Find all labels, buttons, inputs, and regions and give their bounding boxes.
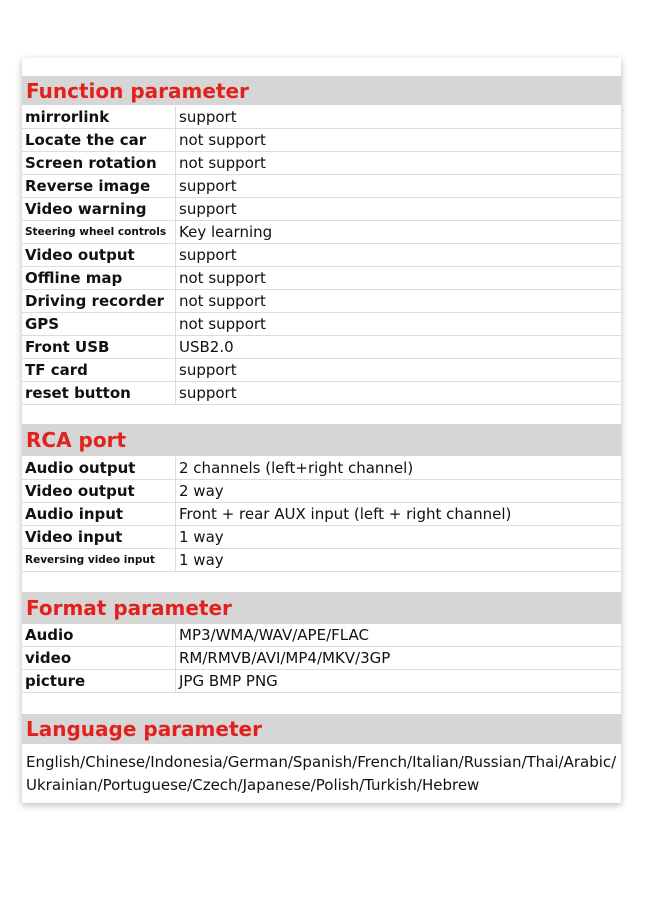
table-row — [22, 382, 621, 405]
row-key: Audio — [22, 624, 176, 647]
row-key: Front USB — [22, 336, 176, 359]
row-value: support — [176, 198, 622, 221]
row-key: Audio output — [22, 457, 176, 480]
table-row — [22, 457, 621, 480]
section-title-rca: RCA port — [22, 424, 621, 456]
table-row — [22, 175, 621, 198]
function-parameter-table — [22, 106, 621, 405]
row-value: 1 way — [176, 549, 622, 572]
row-value: 2 channels (left+right channel) — [176, 457, 622, 480]
row-value: 2 way — [176, 480, 622, 503]
language-list: English/Chinese/Indonesia/German/Spanish/French/Italian/Russian/Thai/Arabic/Ukrainian/Portuguese/Czech/Japanese/Polish/Turkish/Hebrew — [26, 753, 617, 794]
table-row — [22, 152, 621, 175]
row-key: TF card — [22, 359, 176, 382]
table-row — [22, 129, 621, 152]
table-row — [22, 221, 621, 244]
spec-sheet — [22, 58, 621, 803]
row-key: Video warning — [22, 198, 176, 221]
row-key: Video input — [22, 526, 176, 549]
row-value: not support — [176, 290, 622, 313]
row-value: support — [176, 106, 622, 129]
table-row — [22, 313, 621, 336]
row-value: support — [176, 382, 622, 405]
row-key: GPS — [22, 313, 176, 336]
table-row — [22, 267, 621, 290]
table-row — [22, 526, 621, 549]
table-row — [22, 244, 621, 267]
row-key: Screen rotation — [22, 152, 176, 175]
section-title-language: Language parameter — [22, 714, 621, 744]
row-value: RM/RMVB/AVI/MP4/MKV/3GP — [176, 647, 622, 670]
row-value: not support — [176, 152, 622, 175]
row-key: Driving recorder — [22, 290, 176, 313]
table-row — [22, 549, 621, 572]
row-value: not support — [176, 313, 622, 336]
table-row — [22, 624, 621, 647]
row-key: video — [22, 647, 176, 670]
row-key: Audio input — [22, 503, 176, 526]
row-key: Reversing video input — [22, 549, 176, 572]
table-row — [22, 503, 621, 526]
row-key: Video output — [22, 244, 176, 267]
table-row — [22, 480, 621, 503]
row-value: MP3/WMA/WAV/APE/FLAC — [176, 624, 622, 647]
table-row — [22, 647, 621, 670]
row-key: mirrorlink — [22, 106, 176, 129]
row-value: not support — [176, 267, 622, 290]
format-parameter-table — [22, 624, 621, 693]
row-value: USB2.0 — [176, 336, 622, 359]
section-title-function: Function parameter — [22, 76, 621, 105]
table-row — [22, 359, 621, 382]
rca-port-table — [22, 457, 621, 572]
row-key: Reverse image — [22, 175, 176, 198]
row-value: Key learning — [176, 221, 622, 244]
row-key: picture — [22, 670, 176, 693]
row-value: support — [176, 244, 622, 267]
table-row — [22, 290, 621, 313]
row-value: JPG BMP PNG — [176, 670, 622, 693]
row-value: not support — [176, 129, 622, 152]
row-key: Offline map — [22, 267, 176, 290]
section-title-format: Format parameter — [22, 592, 621, 624]
table-row — [22, 336, 621, 359]
table-row — [22, 106, 621, 129]
row-key: reset button — [22, 382, 176, 405]
row-value: support — [176, 175, 622, 198]
row-value: support — [176, 359, 622, 382]
row-key: Steering wheel controls — [22, 221, 176, 244]
table-row — [22, 198, 621, 221]
row-key: Locate the car — [22, 129, 176, 152]
table-row — [22, 670, 621, 693]
row-value: 1 way — [176, 526, 622, 549]
row-key: Video output — [22, 480, 176, 503]
row-value: Front + rear AUX input (left + right channel) — [176, 503, 622, 526]
